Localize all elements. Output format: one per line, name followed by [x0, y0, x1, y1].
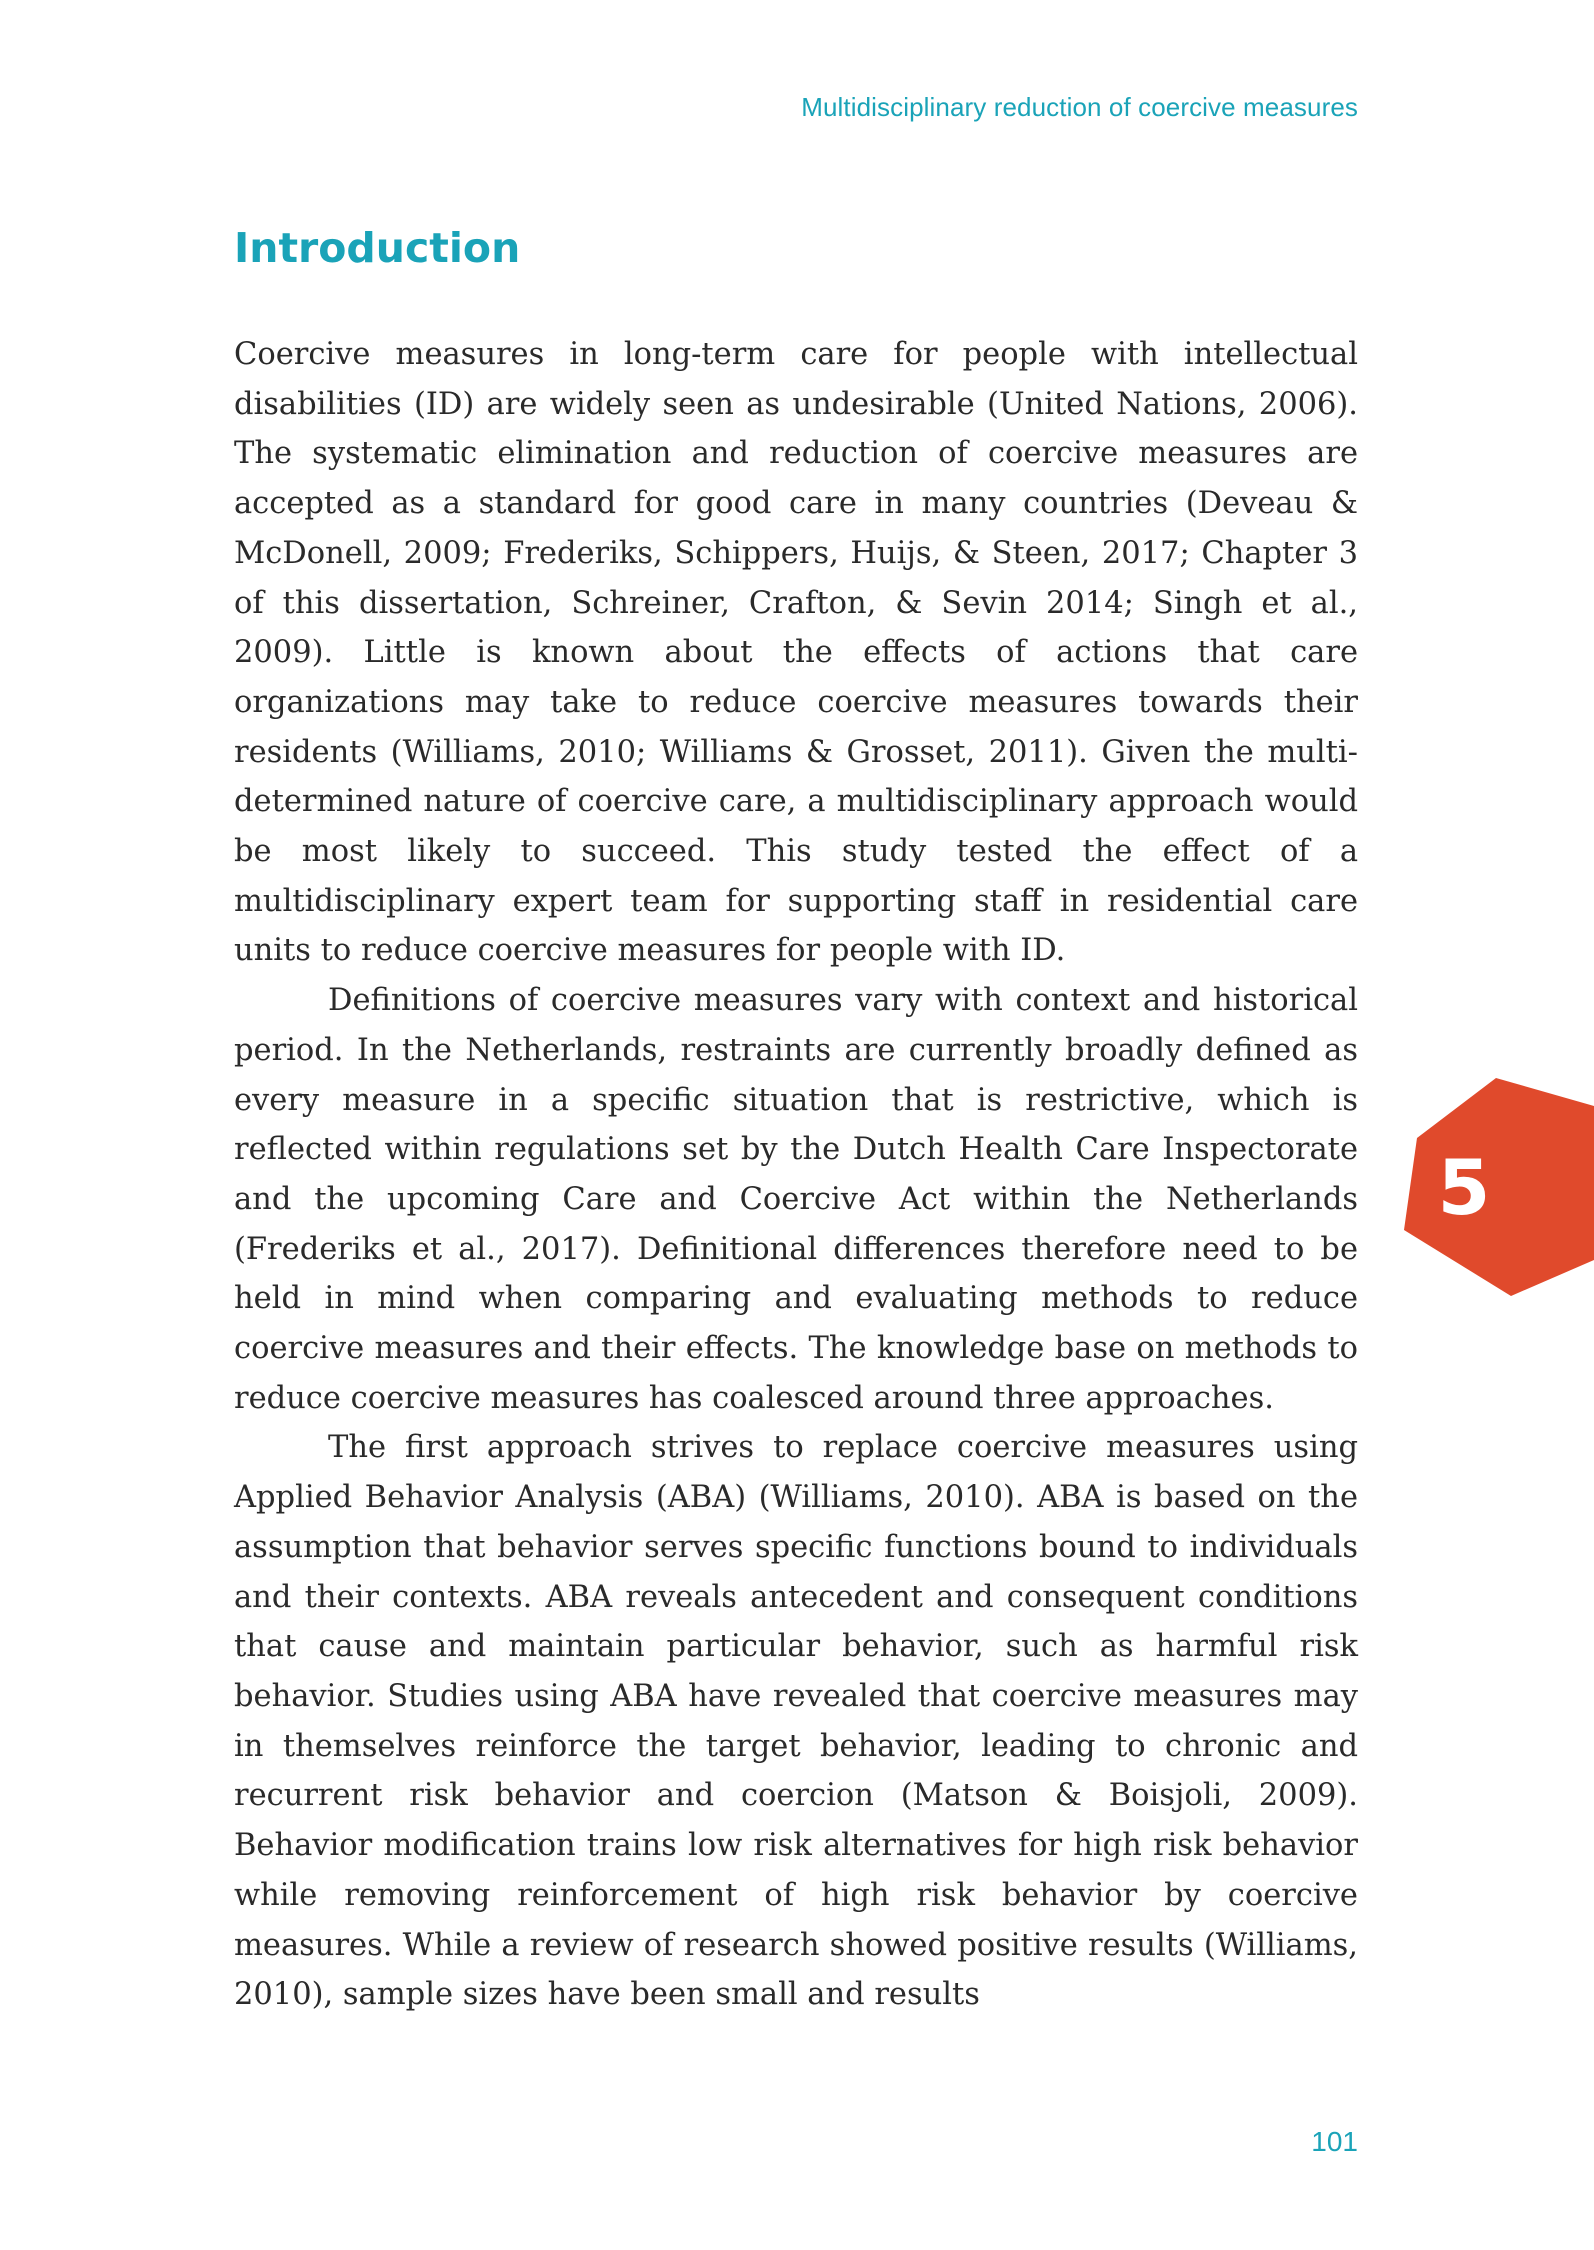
page-number: 101	[1311, 2126, 1358, 2157]
chapter-number: 5	[1437, 1143, 1491, 1232]
chapter-tab	[1404, 1078, 1594, 1298]
paragraph-3: The first approach strives to replace coercive measures using Applied Behavior Analysis (ABA) (Williams, 2010). ABA is based on the assumption that behavior serves specific functions bound to individuals and their contexts. ABA reveals antecedent and consequent conditions that cause and maintain particular behavior, such as harmful risk behavior. Studies using ABA have revealed that coercive measures may in themselves reinforce the target behavior, leading to chronic and recurrent risk behavior and coercion (Matson & Boisjoli, 2009). Behavior modification trains low risk alternatives for high risk behavior while removing reinforcement of high risk behavior by coercive measures. While a review of research showed positive results (Williams, 2010), sample sizes have been small and results	[234, 1430, 1358, 2013]
section-title: Introduction	[234, 224, 521, 272]
paragraph-2: Definitions of coercive measures vary with context and historical period. In the Netherlands, restraints are currently broadly defined as every measure in a specific situation that is restrictive, which is reflected within regulations set by the Dutch Health Care Inspectorate and the upcoming Care and Coercive Act within the Netherlands (Frederiks et al., 2017). Definitional differences therefore need to be held in mind when comparing and evaluating methods to reduce coercive measures and their effects. The knowledge base on methods to reduce coercive measures has coalesced around three approaches.	[234, 983, 1358, 1416]
body-text	[234, 330, 1358, 2020]
paragraph-1: Coercive measures in long-term care for people with intellectual disabilities (ID) are widely seen as undesirable (United Nations, 2006). The systematic elimination and reduction of coercive measures are accepted as a standard for good care in many countries (Deveau & McDonell, 2009; Frederiks, Schippers, Huijs, & Steen, 2017; Chapter 3 of this dissertation, Schreiner, Crafton, & Sevin 2014; Singh et al., 2009). Little is known about the effects of actions that care organizations may take to reduce coercive measures towards their residents (Williams, 2010; Williams & Grosset, 2011). Given the multi-determined nature of coercive care, a multidisciplinary approach would be most likely to succeed. This study tested the effect of a multidisciplinary expert team for supporting staff in residential care units to reduce coercive measures for people with ID.	[234, 337, 1358, 969]
running-header: Multidisciplinary reduction of coercive measures	[801, 92, 1358, 122]
